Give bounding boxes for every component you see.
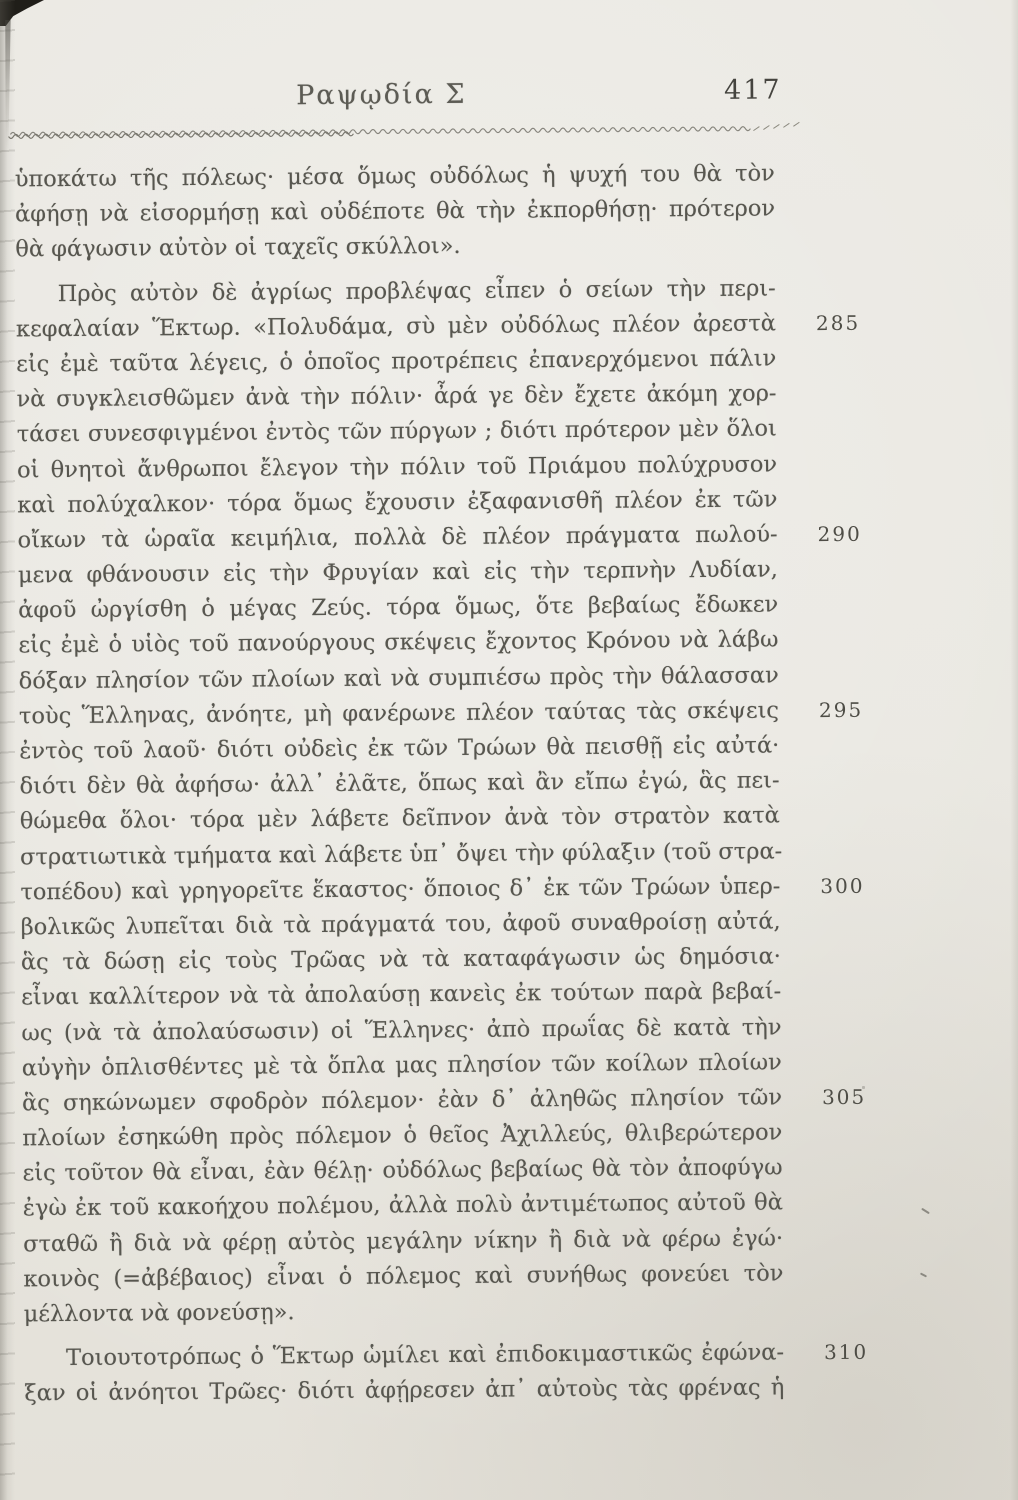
text-line <box>18 588 778 629</box>
page-number: 417 <box>723 74 782 106</box>
paper-speck <box>920 1272 927 1277</box>
text-line <box>18 623 778 664</box>
text-line <box>24 1336 869 1377</box>
verse-number: 290 <box>817 521 862 546</box>
text-line-text: ἐντὸς τοῦ λαοῦ· διότι οὐδεὶς ἐκ τῶν Τρώων θὰ πεισθῇ εἰς αὐτά· <box>19 732 780 765</box>
text-line <box>15 192 775 233</box>
text-line <box>21 1010 781 1051</box>
text-line-text: εἰς ἐμὲ ταῦτα λέγεις, ὁ ὁποῖος προτρέπεις ἐπανερχόμενοι πάλιν <box>16 345 777 378</box>
text-line-text: πλοίων ἐσηκώθη πρὸς πόλεμον ὁ θεῖος Ἀχιλλεύς, θλιβερώτερον <box>22 1119 783 1152</box>
text-line-text: ἃς σηκώνωμεν σφοδρὸν πόλεμον· ἐὰν δ᾽ ἀληθῶς πλησίον τῶν <box>21 1084 783 1117</box>
text-line-text: νὰ συγκλεισθῶμεν ἀνὰ τὴν πόλιν· ἆρά γε δὲν ἔχετε ἀκόμη χορ- <box>16 380 777 413</box>
text-line-text: εἰς ἐμὲ ὁ υἱὸς τοῦ πανούργους σκέψεις ἔχοντος Κρόνου νὰ λάβω <box>18 626 779 659</box>
text-line-text: εἰς τοῦτον θὰ εἶναι, ἐὰν θέλῃ· οὐδόλως βεβαίως θὰ τὸν ἀποφύγω <box>22 1154 783 1187</box>
text-line <box>24 1371 784 1412</box>
text-line-text: διότι δὲν θὰ ἀφήσω· ἀλλ᾽ ἐλᾶτε, ὅπως καὶ ἂν εἴπω ἐγώ, ἃς πει- <box>19 767 780 800</box>
text-line-text: τοὺς Ἕλληνας, ἀνόητε, μὴ φανέρωνε πλέον ταύτας τὰς σκέψεις <box>18 697 780 730</box>
text-line <box>21 940 781 981</box>
text-line-text: Τοιουτοτρόπως ὁ Ἕκτωρ ὡμίλει καὶ ἐπιδοκιμαστικῶς ἐφώνα- <box>65 1339 785 1372</box>
text-line-text: βολικῶς λυπεῖται διὰ τὰ πράγματά του, ἀφοῦ συναθροίσῃ αὐτά, <box>20 908 781 941</box>
text-line-text: τάσει συνεσφιγμένοι ἐντὸς τῶν πύργων ; διότι πρότερον μὲν ὅλοι <box>16 415 777 448</box>
text-line <box>23 1221 783 1262</box>
text-line <box>16 271 776 312</box>
printed-area <box>14 74 905 1481</box>
text-line <box>21 904 781 945</box>
text-line-text: ἃς τὰ δώσῃ εἰς τοὺς Τρῶας νὰ τὰ καταφάγωσιν ὡς δημόσια· <box>20 943 782 976</box>
text-line <box>18 693 864 734</box>
text-block <box>14 156 869 1411</box>
text-line <box>24 1291 784 1332</box>
text-line-text: ὑποκάτω τῆς πόλεως· μέσα ὅμως οὐδόλως ἡ ψυχή του θὰ τὸν <box>14 160 775 193</box>
text-line <box>22 1115 782 1156</box>
text-line-text: κοινὸς (=ἀβέβαιος) εἶναι ὁ πόλεμος καὶ συνήθως φονεύει τὸν <box>23 1260 784 1293</box>
text-line-text: μέλλοντα νὰ φονεύσῃ». <box>23 1299 295 1328</box>
text-line-text: σταθῶ ἢ διὰ νὰ φέρῃ αὐτὸς μεγάλην νίκην ἢ διὰ νὰ φέρω ἐγώ· <box>23 1225 784 1258</box>
separator-wave-rule <box>8 118 818 142</box>
text-line-text: δόξαν πλησίον τῶν πλοίων καὶ νὰ συμπιέσω πρὸς τὴν θάλασσαν <box>18 662 779 695</box>
paper-speck <box>921 1208 930 1214</box>
text-line-text: θώμεθα ὅλοι· τόρα μὲν λάβετε δεῖπνον ἀνὰ τὸν στρατὸν κατὰ <box>19 802 780 835</box>
text-line-text: θὰ φάγωσιν αὐτὸν οἱ ταχεῖς σκύλλοι». <box>15 233 461 263</box>
text-line <box>19 764 779 805</box>
text-line <box>17 412 777 453</box>
text-line-text: τοπέδου) καὶ γρηγορεῖτε ἕκαστος· ὅποιος δ᾽ ἐκ τῶν Τρώων ὑπερ- <box>20 873 781 906</box>
page-right-edge <box>1010 0 1018 1500</box>
text-line <box>20 799 780 840</box>
verse-number: 310 <box>823 1339 869 1365</box>
verse-number: 300 <box>820 873 865 898</box>
text-line-text: Πρὸς αὐτὸν δὲ ἀγρίως προβλέψας εἶπεν ὁ σείων τὴν περι- <box>57 275 776 307</box>
text-line <box>22 1045 782 1086</box>
text-line <box>20 869 865 910</box>
text-line <box>17 517 862 558</box>
page-left-edge <box>0 0 15 1500</box>
verse-number: 305 <box>821 1084 867 1109</box>
text-line-text: οἴκων τὰ ὡραῖα κειμήλια, πολλὰ δὲ πλέον πράγματα πωλού- <box>17 521 778 554</box>
text-line-text: ἀφήσῃ νὰ εἰσορμήσῃ καὶ οὐδέποτε θὰ τὴν ἐκπορθήσῃ· πρότερον <box>14 195 776 228</box>
text-line-text: μενα φθάνουσιν εἰς τὴν Φρυγίαν καὶ εἰς τὴν τερπνὴν Λυδίαν, <box>17 556 778 589</box>
text-line <box>16 341 776 382</box>
text-line <box>19 658 779 699</box>
text-line-text: οἱ θνητοὶ ἄνθρωποι ἔλεγον τὴν πόλιν τοῦ Πριάμου πολύχρυσον <box>16 450 778 483</box>
text-line <box>19 728 779 769</box>
verse-number: 295 <box>818 697 864 722</box>
text-line-text: κεφαλαίαν Ἕκτωρ. «Πολυδάμα, σὺ μὲν οὐδόλως πλέον ἀρεστὰ <box>15 310 777 343</box>
text-line-text: ἀφοῦ ὠργίσθη ὁ μέγας Ζεύς. τόρα ὅμως, ὅτε βεβαίως ἔδωκεν <box>18 591 779 624</box>
text-line-text: ξαν οἱ ἀνόητοι Τρῶες· διότι ἀφῄρεσεν ἀπ᾽ αὐτοὺς τὰς φρένας ἡ <box>24 1374 785 1407</box>
text-line <box>15 156 775 197</box>
text-line <box>15 306 861 347</box>
text-line-text: αὐγὴν ὁπλισθέντες μὲ τὰ ὅπλα μας πλησίον τῶν κοίλων πλοίων <box>21 1049 782 1082</box>
page-title: Ραψῳδία Σ <box>296 78 467 112</box>
text-line <box>21 975 781 1016</box>
text-line <box>23 1256 783 1297</box>
text-line-text: εἶναι καλλίτερον νὰ τὰ ἀπολαύσῃ κανεὶς ἐκ τούτων παρὰ βεβαί- <box>21 978 782 1011</box>
text-line-text: ἐγὼ ἐκ τοῦ κακοήχου πολέμου, ἀλλὰ πολὺ ἀντιμέτωπος αὐτοῦ θὰ <box>22 1189 783 1222</box>
text-line <box>23 1186 783 1227</box>
text-line-text: στρατιωτικὰ τμήματα καὶ λάβετε ὑπ᾽ ὄψει τὴν φύλαξιν (τοῦ στρα- <box>20 837 783 870</box>
text-line <box>17 447 777 488</box>
text-line <box>21 1080 867 1121</box>
text-line <box>16 377 776 418</box>
text-line-text: ως (νὰ τὰ ἀπολαύσωσιν) οἱ Ἕλληνες· ἀπὸ πρωΐας δὲ κατὰ τὴν <box>21 1013 782 1046</box>
text-line <box>15 227 775 268</box>
text-line <box>17 482 777 523</box>
text-line-text: καὶ πολύχαλκον· τόρα ὅμως ἔχουσιν ἐξαφανισθῆ πλέον ἐκ τῶν <box>17 486 778 519</box>
text-line <box>18 552 778 593</box>
text-line <box>20 834 783 875</box>
verse-number: 285 <box>815 310 861 335</box>
text-line <box>22 1151 782 1192</box>
